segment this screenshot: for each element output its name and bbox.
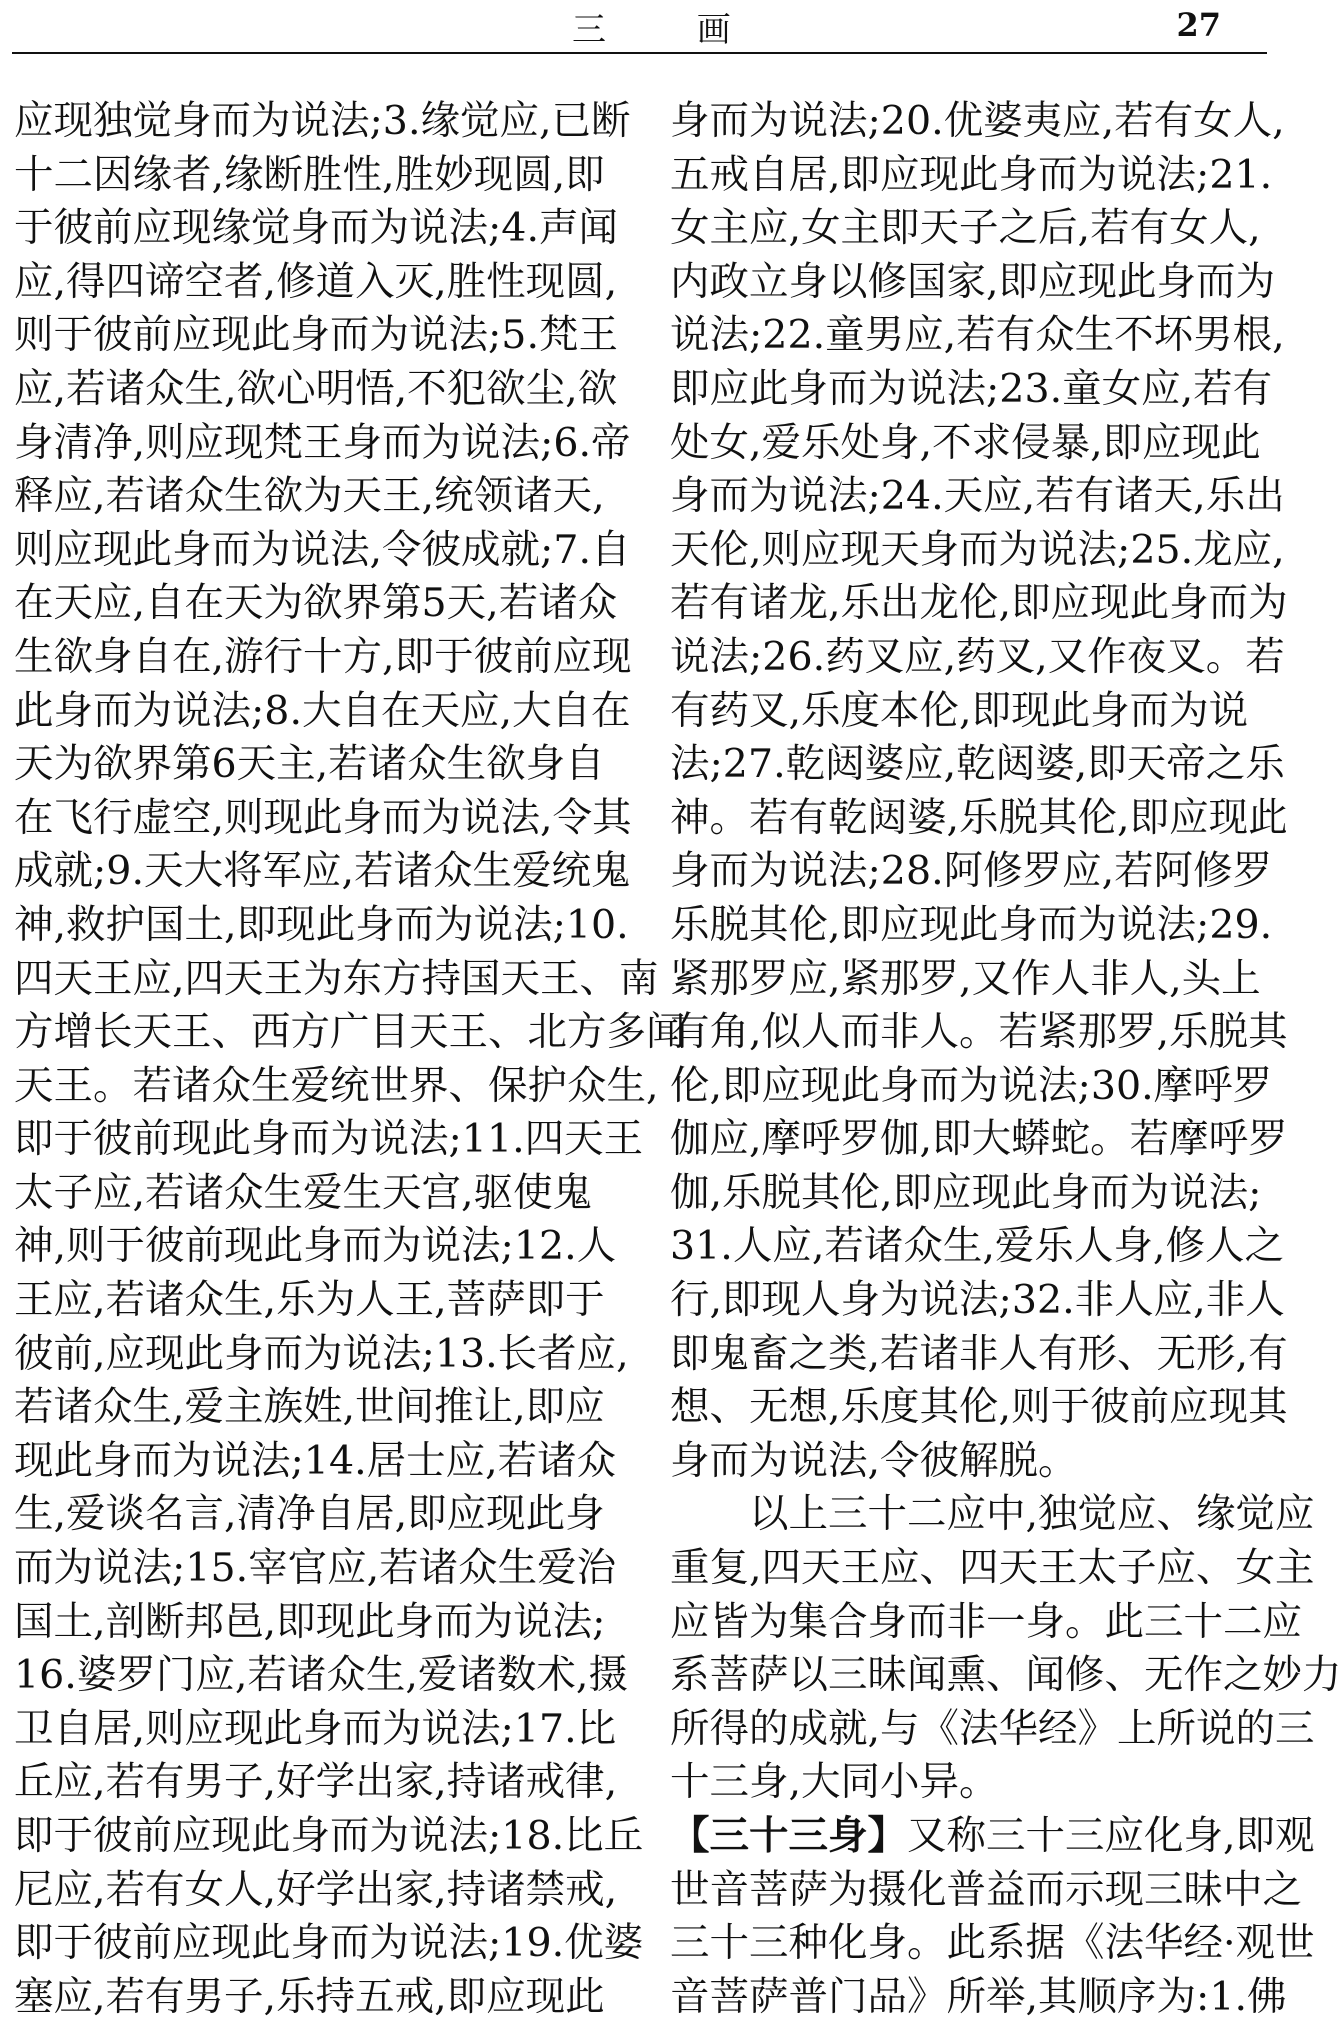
text-line: 则于彼前应现此身而为说法;5.梵王 [14,312,618,359]
text-line: 所得的成就,与《法华经》上所说的三 [670,1705,1315,1752]
text-line: 国土,剖断邦邑,即现此身而为说法; [14,1598,606,1645]
text-line: 伦,即应现此身而为说法;30.摩呼罗 [670,1062,1273,1109]
page-header [12,0,1267,54]
text-line: 若诸众生,爱主族姓,世间推让,即应 [14,1384,605,1431]
text-line: 神,则于彼前现此身而为说法;12.人 [14,1223,617,1270]
text-line: 在飞行虚空,则现此身而为说法,令其 [14,794,632,841]
text-line: 有角,似人而非人。若紧那罗,乐脱其 [670,1009,1288,1056]
text-line: 释应,若诸众生欲为天王,统领诸天, [14,473,605,520]
text-line: 若有诸龙,乐出龙伦,即应现此身而为 [670,580,1288,627]
text-line: 三十三种化身。此系据《法华经·观世 [670,1920,1315,1967]
right-column [670,95,1342,2024]
text-line: 身而为说法,令彼解脱。 [670,1437,1078,1484]
text-line: 应现独觉身而为说法;3.缘觉应,已断 [14,98,631,144]
text-line: 神,救护国土,即现此身而为说法;10. [14,901,629,948]
text-line: 内政立身以修国家,即应现此身而为 [670,258,1276,305]
text-line: 塞应,若有男子,乐持五戒,即应现此 [14,1973,605,2020]
text-line: 紧那罗应,紧那罗,又作人非人,头上 [670,955,1261,1002]
text-line: 即于彼前应现此身而为说法;18.比丘 [14,1813,644,1859]
text-line: 说法;22.童男应,若有众生不坏男根, [670,312,1285,359]
text-line: 音菩萨普门品》所举,其顺序为:1.佛 [670,1973,1287,2020]
text-line: 在天应,自在天为欲界第5天,若诸众 [14,580,618,627]
text-line: 生,爱谈名言,清净自居,即应现此身 [14,1491,605,1538]
text-line: 方增长天王、西方广目天王、北方多闻 [14,1009,686,1056]
text-line: 应,得四谛空者,修道入灭,胜性现圆, [14,258,618,305]
text-line: 尼应,若有女人,好学出家,持诸禁戒, [14,1866,618,1913]
entry-term: 【三十三身】 [670,1813,907,1859]
text-line: 于彼前应现缘觉身而为说法;4.声闻 [14,205,618,252]
text-line: 乐脱其伦,即应现此身而为说法;29. [670,901,1273,948]
text-line: 行,即现人身为说法;32.非人应,非人 [670,1277,1285,1324]
text-line: 即鬼畜之类,若诸非人有形、无形,有 [670,1330,1288,1377]
text-line: 即于彼前应现此身而为说法;19.优婆 [14,1920,644,1967]
text-line: 16.婆罗门应,若诸众生,爱诸数术,摄 [14,1652,628,1699]
text-line: 有药叉,乐度本伦,即现此身而为说 [670,687,1249,734]
text-line: 成就;9.天大将军应,若诸众生爱统鬼 [14,848,631,895]
text-line: 即应此身而为说法;23.童女应,若有 [670,365,1273,412]
section-title: 三 画 [572,10,771,50]
text-line: 太子应,若诸众生爱生天宫,驱使鬼 [14,1169,593,1216]
entry-first-line [670,1810,1315,1864]
text-line: 生欲身自在,游行十方,即于彼前应现 [14,633,632,680]
text-line: 丘应,若有男子,好学出家,持诸戒律, [14,1759,618,1806]
text-line: 说法;26.药叉应,药叉,又作夜叉。若 [670,633,1285,680]
text-line: 伽,乐脱其伦,即应现此身而为说法; [670,1169,1262,1216]
paragraph-start-line: 以上三十二应中,独觉应、缘觉应 [749,1491,1315,1538]
text-line: 则应现此身而为说法,令彼成就;7.自 [14,526,631,573]
text-line: 身而为说法;24.天应,若有诸天,乐出 [670,473,1285,520]
text-line: 伽应,摩呼罗伽,即大蟒蛇。若摩呼罗 [670,1116,1288,1163]
text-line: 想、无想,乐度其伦,则于彼前应现其 [670,1384,1288,1431]
text-line: 世音菩萨为摄化普益而示现三昧中之 [670,1866,1302,1913]
text-line: 重复,四天王应、四天王太子应、女主 [670,1545,1315,1592]
left-column [14,95,686,2024]
text-line: 身清净,则应现梵王身而为说法;6.帝 [14,419,631,466]
entry-first-text: 又称三十三应化身,即观 [907,1813,1315,1859]
text-line: 即于彼前现此身而为说法;11.四天王 [14,1116,644,1163]
text-line: 天王。若诸众生爱统世界、保护众生, [14,1062,659,1109]
text-line: 卫自居,则应现此身而为说法;17.比 [14,1705,617,1752]
page-number: 27 [1176,6,1221,44]
text-line: 十三身,大同小异。 [670,1759,999,1806]
text-line: 彼前,应现此身而为说法;13.长者应, [14,1330,629,1377]
text-line: 现此身而为说法;14.居士应,若诸众 [14,1437,617,1484]
text-line: 天为欲界第6天主,若诸众生欲身自 [14,741,605,788]
text-line: 王应,若诸众生,乐为人王,菩萨即于 [14,1277,605,1324]
text-line: 女主应,女主即天子之后,若有女人, [670,205,1261,252]
text-line: 此身而为说法;8.大自在天应,大自在 [14,687,631,734]
text-line: 而为说法;15.宰官应,若诸众生爱治 [14,1545,617,1592]
text-line: 天伦,则应现天身而为说法;25.龙应, [670,526,1285,573]
text-line: 应皆为集合身而非一身。此三十二应 [670,1598,1302,1645]
text-line: 31.人应,若诸众生,爱乐人身,修人之 [670,1223,1284,1270]
text-line: 处女,爱乐处身,不求侵暴,即应现此 [670,419,1261,466]
text-line: 四天王应,四天王为东方持国天王、南 [14,955,659,1002]
text-line: 五戒自居,即应现此身而为说法;21. [670,151,1273,198]
text-line: 十二因缘者,缘断胜性,胜妙现圆,即 [14,151,605,198]
text-line: 神。若有乾闼婆,乐脱其伦,即应现此 [670,794,1288,841]
text-line: 应,若诸众生,欲心明悟,不犯欲尘,欲 [14,365,618,412]
text-line: 法;27.乾闼婆应,乾闼婆,即天帝之乐 [670,741,1285,788]
text-line: 身而为说法;28.阿修罗应,若阿修罗 [670,848,1273,895]
text-line: 身而为说法;20.优婆夷应,若有女人, [670,98,1285,144]
text-line: 系菩萨以三昧闻熏、闻修、无作之妙力 [670,1652,1342,1699]
